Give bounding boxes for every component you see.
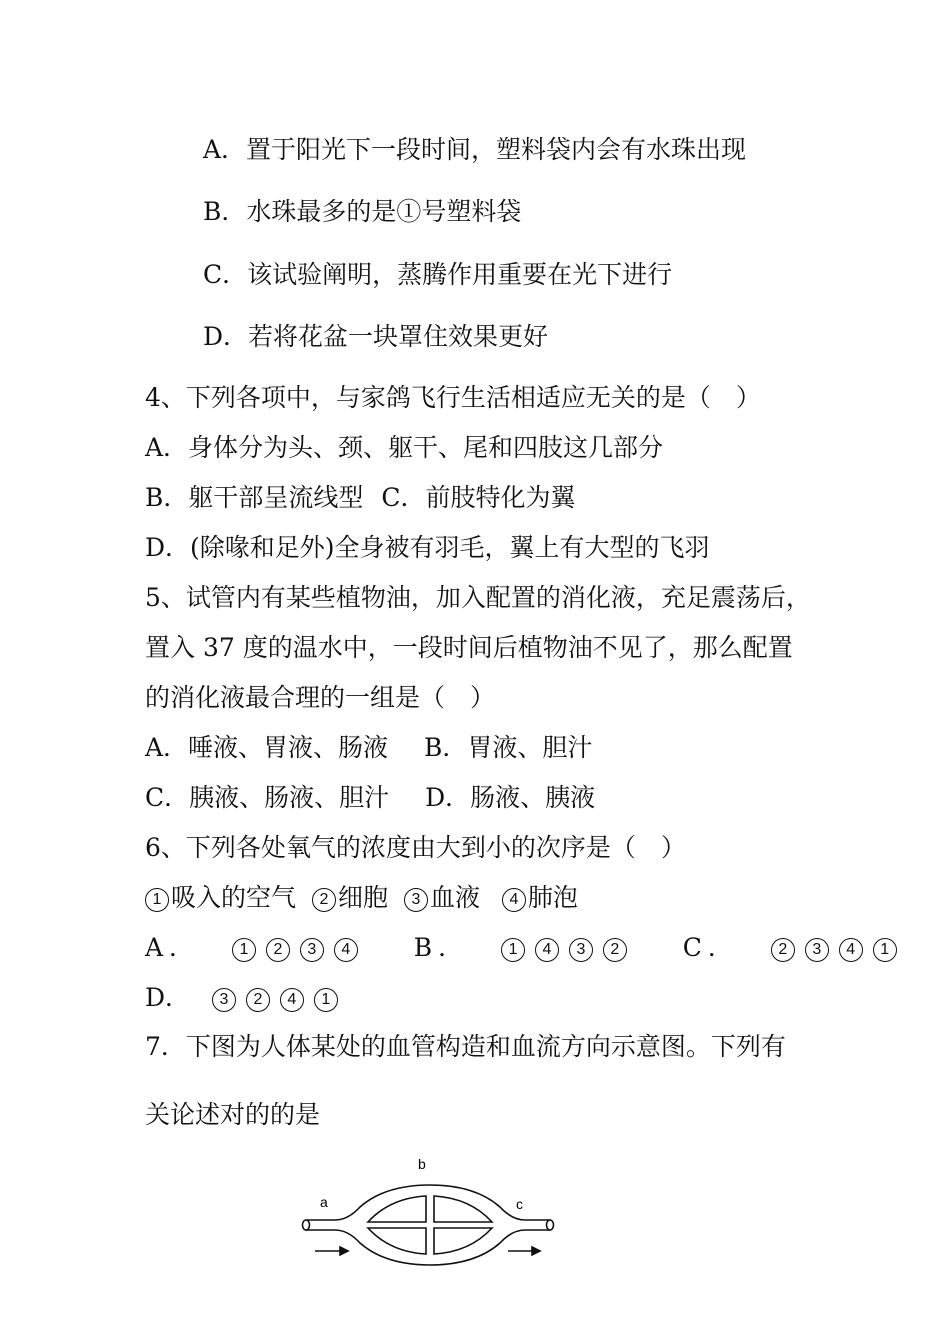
q6-item-2-text: 细胞	[337, 883, 388, 912]
q6-option-c-4: 1	[873, 938, 897, 962]
q6-item-1-text: 吸入的空气	[171, 883, 297, 912]
q5-option-d: D．肠液、胰液	[425, 783, 596, 812]
q5-options-ab	[145, 733, 592, 763]
q6-option-c-1: 2	[771, 938, 795, 962]
q5-options-cd	[145, 783, 595, 813]
q6-option-b-3: 3	[569, 938, 593, 962]
label-b: b	[418, 1156, 426, 1172]
q6-option-a-4: 4	[334, 938, 358, 962]
label-a: a	[320, 1194, 328, 1210]
q7-stem-line-1: 7．下图为人体某处的血管构造和血流方向示意图。下列有	[145, 1032, 786, 1061]
q6-option-b-2: 4	[535, 938, 559, 962]
q5-stem-line-2: 置入 37 度的温水中，一段时间后植物油不见了，那么配置	[145, 633, 793, 662]
q5-option-b: B．胃液、胆汁	[424, 733, 593, 762]
q6-option-a-1: 1	[232, 938, 256, 962]
q6-option-c-2: 3	[805, 938, 829, 962]
q6-option-b-4: 2	[603, 938, 627, 962]
q6-option-d-3: 4	[280, 988, 304, 1012]
q5-stem-line-3: 的消化液最合理的一组是（ ）	[145, 683, 496, 712]
q6-item-1-number: 1	[145, 888, 169, 912]
q4-option-d: D．(除喙和足外)全身被有羽毛，翼上有大型的飞羽	[145, 533, 710, 562]
q4-option-b: B．躯干部呈流线型	[145, 483, 364, 512]
q4-options-bc	[145, 483, 575, 513]
q6-option-d	[145, 983, 340, 1013]
q6-item-3-number: 3	[404, 888, 428, 912]
q6-option-a-2: 2	[266, 938, 290, 962]
q6-option-d-4: 1	[314, 988, 338, 1012]
q6-option-d-2: 2	[246, 988, 270, 1012]
q6-options-abc	[145, 933, 899, 963]
q6-option-c-3: 4	[839, 938, 863, 962]
label-c: c	[516, 1196, 523, 1212]
q6-items	[145, 883, 578, 913]
q4-stem: 4、下列各项中，与家鸽飞行生活相适应无关的是（ ）	[145, 383, 761, 412]
q6-stem: 6、下列各处氧气的浓度由大到小的次序是（ ）	[145, 833, 686, 862]
q3-option-c: C．该试验阐明，蒸腾作用重要在光下进行	[203, 260, 673, 289]
q4-option-a: A．身体分为头、颈、躯干、尾和四肢这几部分	[145, 433, 664, 462]
q6-item-3-text: 血液	[429, 883, 480, 912]
q6-option-a-3: 3	[300, 938, 324, 962]
q6-option-d-1: 3	[212, 988, 236, 1012]
q6-item-4-text: 肺泡	[527, 883, 578, 912]
q6-option-b-label: B．	[413, 933, 470, 962]
q6-option-b-1: 1	[501, 938, 525, 962]
q5-stem-line-1: 5、试管内有某些植物油，加入配置的消化液，充足震荡后，	[145, 583, 811, 612]
q3-option-d: D．若将花盆一块罩住效果更好	[203, 322, 549, 351]
q7-stem-line-2: 关论述对的的是	[145, 1100, 321, 1129]
q3-option-b: B．水珠最多的是①号塑料袋	[203, 197, 522, 226]
blood-vessel-diagram	[290, 1150, 570, 1280]
q6-item-2-number: 2	[312, 888, 336, 912]
q6-item-4-number: 4	[502, 888, 526, 912]
q6-option-d-label: D．	[145, 983, 191, 1012]
q3-option-a: A．置于阳光下一段时间，塑料袋内会有水珠出现	[203, 135, 747, 164]
q4-option-c: C．前肢特化为翼	[381, 483, 576, 512]
q5-option-a: A．唾液、胃液、肠液	[145, 733, 389, 762]
q6-option-a-label: A．	[145, 933, 201, 962]
q5-option-c: C．胰液、肠液、胆汁	[145, 783, 390, 812]
q6-option-c-label: C．	[682, 933, 739, 962]
